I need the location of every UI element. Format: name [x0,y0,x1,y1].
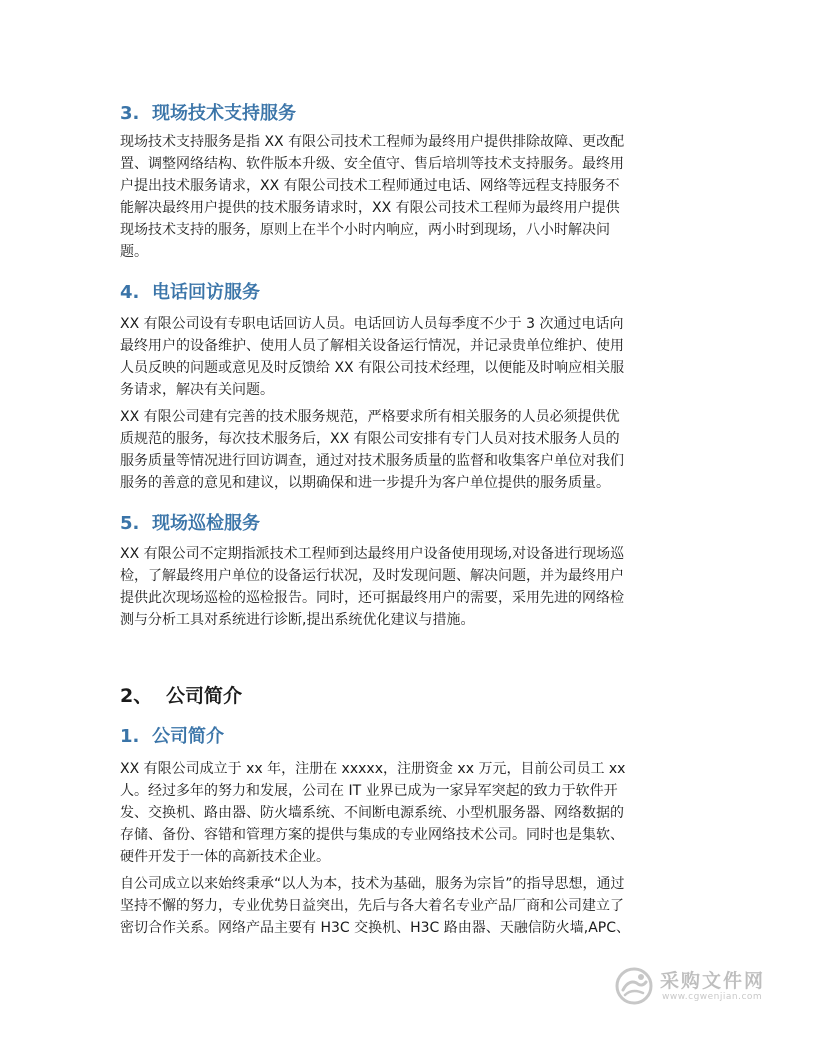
intro-paragraph-2 [120,873,698,939]
text-line: XX 有限公司设有专职电话回访人员。电话回访人员每季度不少于 3 次通过电话向 [120,316,624,332]
section-5-title: 现场巡检服务 [152,513,260,534]
text-line: 人。经过多年的努力和发展，公司在 IT 业界已成为一家异军突起的致力于软件开 [120,783,618,799]
text-line: 存储、备份、容错和管理方案的提供与集成的专业网络技术公司。同时也是集软、 [120,827,624,843]
section-3-heading [120,99,296,125]
text-line: 户提出技术服务请求，XX 有限公司技术工程师通过电话、网络等远程支持服务不 [120,178,620,194]
text-line: 能解决最终用户提供的技术服务请求时，XX 有限公司技术工程师为最终用户提供 [120,200,620,216]
section-3-number: 3. [120,103,140,124]
section-4-paragraph-2 [120,406,698,494]
section-4-number: 4. [120,282,140,303]
text-line: 题。 [120,244,148,260]
hands-logo-icon [614,966,654,1006]
chapter-2-title: 公司简介 [166,685,243,707]
text-line: 质规范的服务，每次技术服务后，XX 有限公司安排有专门人员对技术服务人员的 [120,431,620,447]
text-line: XX 有限公司成立于 xx 年，注册在 xxxxx，注册资金 xx 万元，目前公司员工 xx [120,761,626,777]
intro-section-heading [120,722,224,748]
section-3-paragraph-1 [120,131,698,263]
watermark-title: 采购文件网 [660,970,766,992]
text-line: 现场技术支持服务是指 XX 有限公司技术工程师为最终用户提供排除故障、更改配 [120,134,625,150]
section-3-title: 现场技术支持服务 [152,103,296,124]
text-line: 测与分析工具对系统进行诊断,提出系统优化建议与措施。 [120,612,475,628]
text-line: 自公司成立以来始终秉承“以人为本，技术为基础，服务为宗旨”的指导思想，通过 [120,876,625,892]
watermark-url: www.cgwenjian.com [662,992,763,1002]
text-line: 服务质量等情况进行回访调查，通过对技术服务质量的监督和收集客户单位对我们 [120,453,624,469]
text-line: 坚持不懈的努力，专业优势日益突出，先后与各大着名专业产品厂商和公司建立了 [120,898,624,914]
text-line: 发、交换机、路由器、防火墙系统、不间断电源系统、小型机服务器、网络数据的 [120,805,624,821]
section-4-title: 电话回访服务 [152,282,260,303]
section-5-heading [120,509,260,535]
text-line: 现场技术支持的服务，原则上在半个小时内响应，两小时到现场，八小时解决问 [120,222,610,238]
intro-section-number: 1. [120,726,140,747]
text-line: 服务的善意的意见和建议，以期确保和进一步提升为客户单位提供的服务质量。 [120,475,610,491]
text-line: 硬件开发于一体的高新技术企业。 [120,849,330,865]
intro-section-title: 公司简介 [152,726,224,747]
section-4-heading [120,278,260,304]
text-line: 密切合作关系。网络产品主要有 H3C 交换机、H3C 路由器、天融信防火墙,APC、 [120,920,631,936]
section-5-number: 5. [120,513,140,534]
text-line: XX 有限公司建有完善的技术服务规范，严格要求所有相关服务的人员必须提供优 [120,409,620,425]
watermark [614,964,774,1010]
text-line: 最终用户的设备维护、使用人员了解相关设备运行情况，并记录贵单位维护、使用 [120,338,624,354]
section-4-paragraph-1 [120,313,698,401]
text-line: 人员反映的问题或意见及时反馈给 XX 有限公司技术经理，以便能及时响应相关服 [120,360,625,376]
section-5-paragraph-1 [120,543,698,631]
chapter-2-number: 2、 [120,685,153,707]
intro-paragraph-1 [120,758,698,868]
text-line: XX 有限公司不定期指派技术工程师到达最终用户设备使用现场,对设备进行现场巡 [120,546,625,562]
chapter-2-heading [120,681,242,708]
text-line: 检，了解最终用户单位的设备运行状况，及时发现问题、解决问题，并为最终用户 [120,568,624,584]
text-line: 务请求，解决有关问题。 [120,382,274,398]
text-line: 置、调整网络结构、软件版本升级、安全值守、售后培圳等技术支持服务。最终用 [120,156,624,172]
text-line: 提供此次现场巡检的巡检报告。同时，还可据最终用户的需要，采用先进的网络检 [120,590,624,606]
